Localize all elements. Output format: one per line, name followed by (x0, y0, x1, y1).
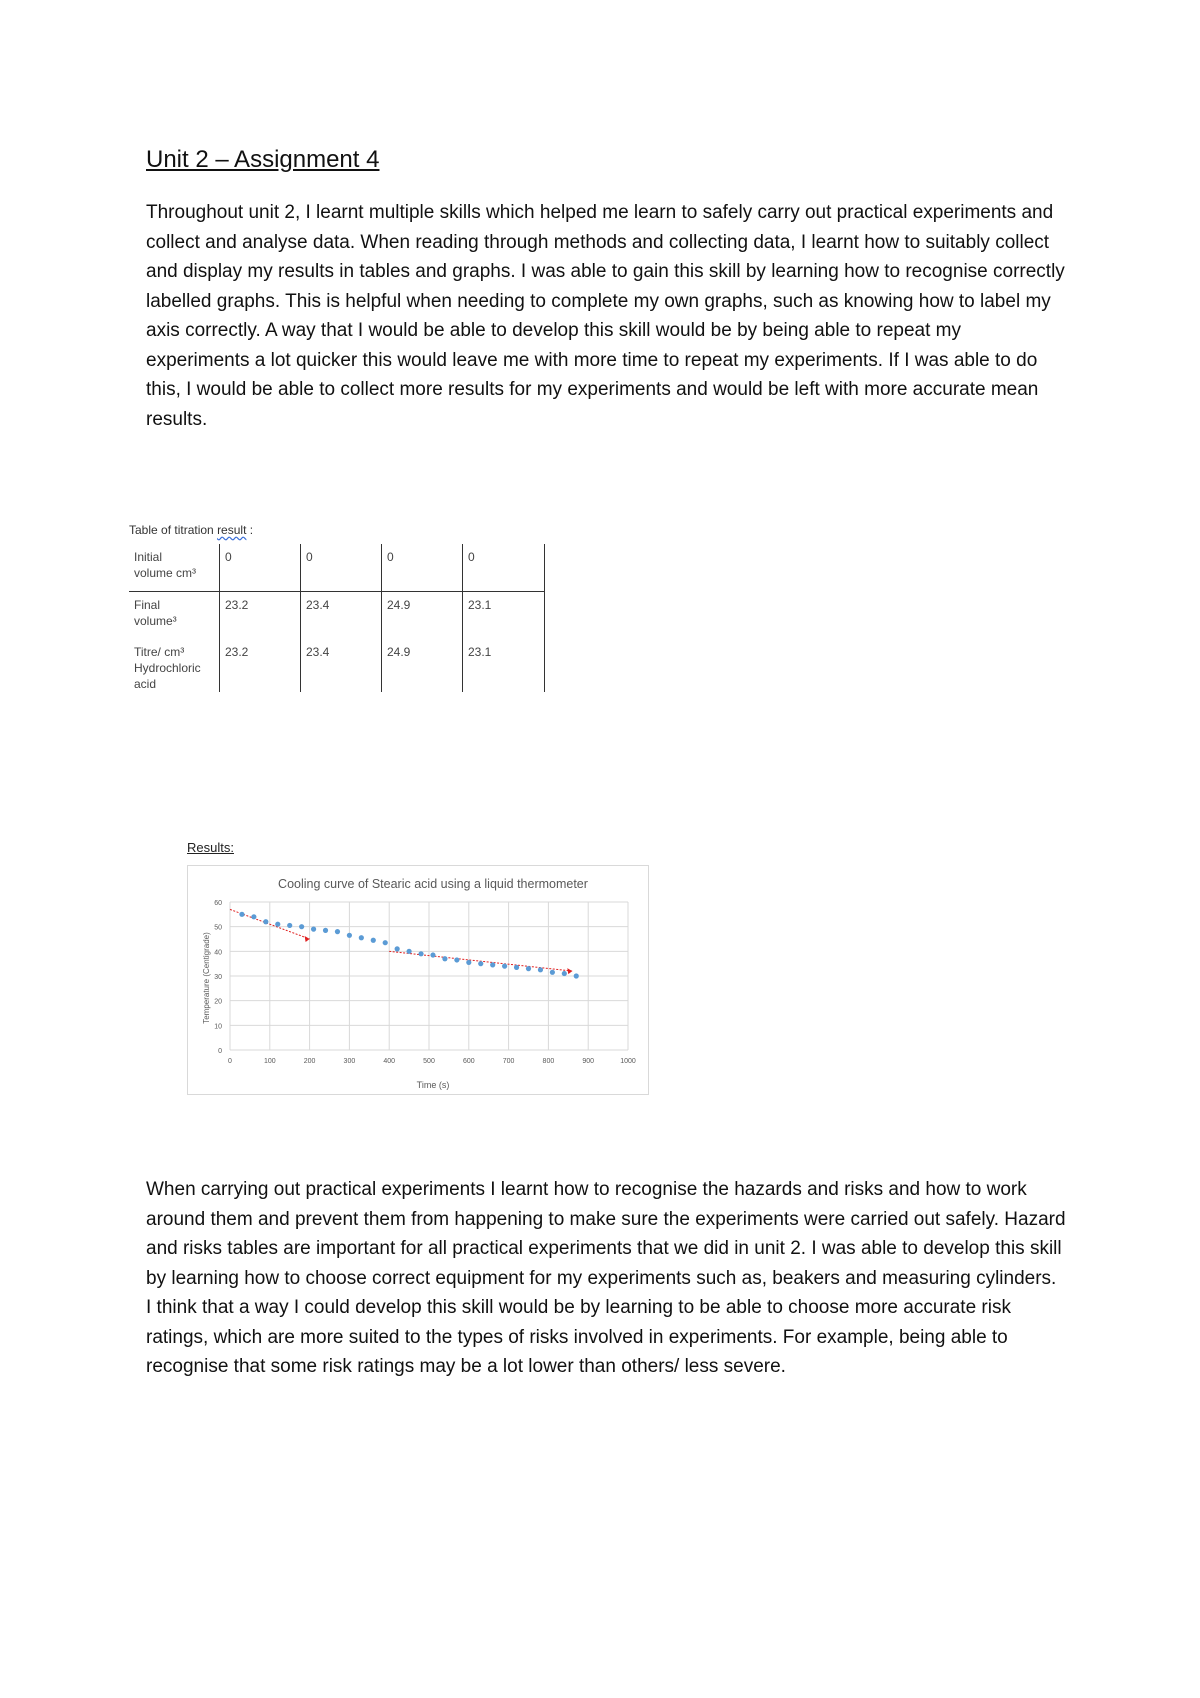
caption-suffix: : (246, 523, 254, 537)
data-point (550, 970, 555, 975)
y-tick-label: 20 (214, 998, 222, 1006)
data-point (466, 960, 471, 965)
x-axis-label: Time (s) (416, 1080, 450, 1090)
table-cell: 23.1 (463, 592, 545, 640)
table-cell: 0 (382, 544, 463, 592)
x-tick-label: 600 (462, 1058, 475, 1065)
trend-lines (230, 909, 572, 974)
y-tick-label: 60 (214, 900, 222, 907)
x-tick-label: 100 (263, 1058, 276, 1065)
data-point (490, 962, 495, 967)
data-point (359, 935, 364, 940)
data-point (347, 933, 352, 938)
y-tick-labels (214, 900, 222, 1055)
data-point (538, 967, 543, 972)
y-tick-label: 0 (218, 1048, 222, 1055)
data-point (502, 964, 507, 969)
table-cell: 23.2 (220, 639, 301, 692)
data-point (395, 946, 400, 951)
x-tick-label: 500 (423, 1058, 435, 1065)
row-label: Final volume³ (129, 592, 220, 640)
paragraph-skills-data: Throughout unit 2, I learnt multiple skills which helped me learn to safely carry out practical experiments and collect and analyse data. When reading through methods and collecting data, I learnt how to suitably collect and display my results in tables and graphs. I was able to gain this skill by learning how to recognise correctly labelled graphs. This is helpful when needing to complete my own graphs, such as knowing how to label my axis correctly. A way that I would be able to develop this skill would be by being able to repeat my experiments a lot quicker this would leave me with more time to repeat my experiments. If I was able to do this, I would be able to collect more results for my experiments and would be left with more accurate mean results. (146, 202, 1065, 430)
caption-result-word: result (217, 523, 247, 537)
table-cell: 24.9 (382, 639, 463, 692)
titration-table-caption (129, 523, 253, 537)
y-tick-label: 50 (214, 924, 222, 932)
data-point (299, 924, 304, 929)
trend-arrowhead (305, 936, 310, 942)
data-point (335, 929, 340, 934)
cooling-curve-chart (187, 865, 649, 1095)
chart-title: Cooling curve of Stearic acid using a liquid thermometer (278, 877, 588, 891)
table-cell: 23.1 (463, 639, 545, 692)
data-point (418, 951, 423, 956)
data-point (454, 957, 459, 962)
row-label: Initial volume cm³ (134, 550, 197, 580)
data-point (287, 923, 292, 928)
table-row (129, 639, 545, 692)
data-point (407, 949, 412, 954)
data-point (311, 927, 316, 932)
x-tick-label: 1000 (620, 1058, 636, 1065)
y-axis-label: Temperature (Centigrade) (202, 932, 211, 1024)
x-tick-label: 300 (343, 1058, 356, 1065)
paragraph-hazards-risks: When carrying out practical experiments I learnt how to recognise the hazards and risks and how to work around them and prevent them from happening to make sure the experiments were carried out safely. Hazard and risks tables are important for all practical experiments that we did in unit 2. I was able to develop this skill by learning how to choose correct equipment for my experiments such as, beakers and measuring cylinders. I think that a way I could develop this skill would be by learning to be able to choose more accurate risk ratings, which are more suited to the types of risks involved in experiments. For example, being able to recognise that some risk ratings may be a lot lower than others/ less severe. (146, 1179, 1066, 1377)
y-tick-label: 30 (214, 974, 222, 981)
x-tick-label: 200 (303, 1058, 316, 1065)
data-point (251, 914, 256, 919)
data-point (371, 938, 376, 943)
table-cell: 24.9 (382, 592, 463, 640)
x-tick-label: 800 (542, 1058, 555, 1065)
data-point (514, 965, 519, 970)
y-tick-label: 40 (214, 949, 222, 957)
table-cell: 0 (463, 544, 545, 592)
table-cell: 23.2 (220, 592, 301, 640)
trend-arrowhead (567, 968, 572, 974)
data-point (442, 956, 447, 961)
table-cell: 23.4 (301, 592, 382, 640)
document-heading: Unit 2 – Assignment 4 (146, 146, 380, 173)
x-tick-label: 700 (502, 1058, 515, 1065)
table-cell: 0 (220, 544, 301, 592)
data-point (383, 940, 388, 945)
table-cell: 23.4 (301, 639, 382, 692)
titration-table (129, 544, 545, 692)
data-points (239, 912, 579, 979)
data-point (323, 928, 328, 933)
results-label: Results: (187, 840, 234, 855)
x-tick-label: 0 (228, 1058, 232, 1065)
data-point (526, 966, 531, 971)
table-row (129, 592, 545, 640)
table-cell: 0 (301, 544, 382, 592)
data-point (478, 961, 483, 966)
data-point (275, 922, 280, 927)
row-label: Titre/ cm³ Hydrochloric acid (134, 645, 201, 691)
data-point (430, 952, 435, 957)
caption-prefix: Table of titration (129, 523, 218, 537)
x-tick-label: 400 (383, 1058, 396, 1065)
table-row (129, 544, 545, 592)
x-tick-label: 900 (582, 1058, 595, 1065)
data-point (263, 919, 268, 924)
data-point (574, 973, 579, 978)
data-point (562, 971, 567, 976)
chart-svg (188, 866, 648, 1094)
y-tick-label: 10 (214, 1023, 222, 1031)
data-point (239, 912, 244, 917)
x-tick-labels (228, 1058, 636, 1065)
